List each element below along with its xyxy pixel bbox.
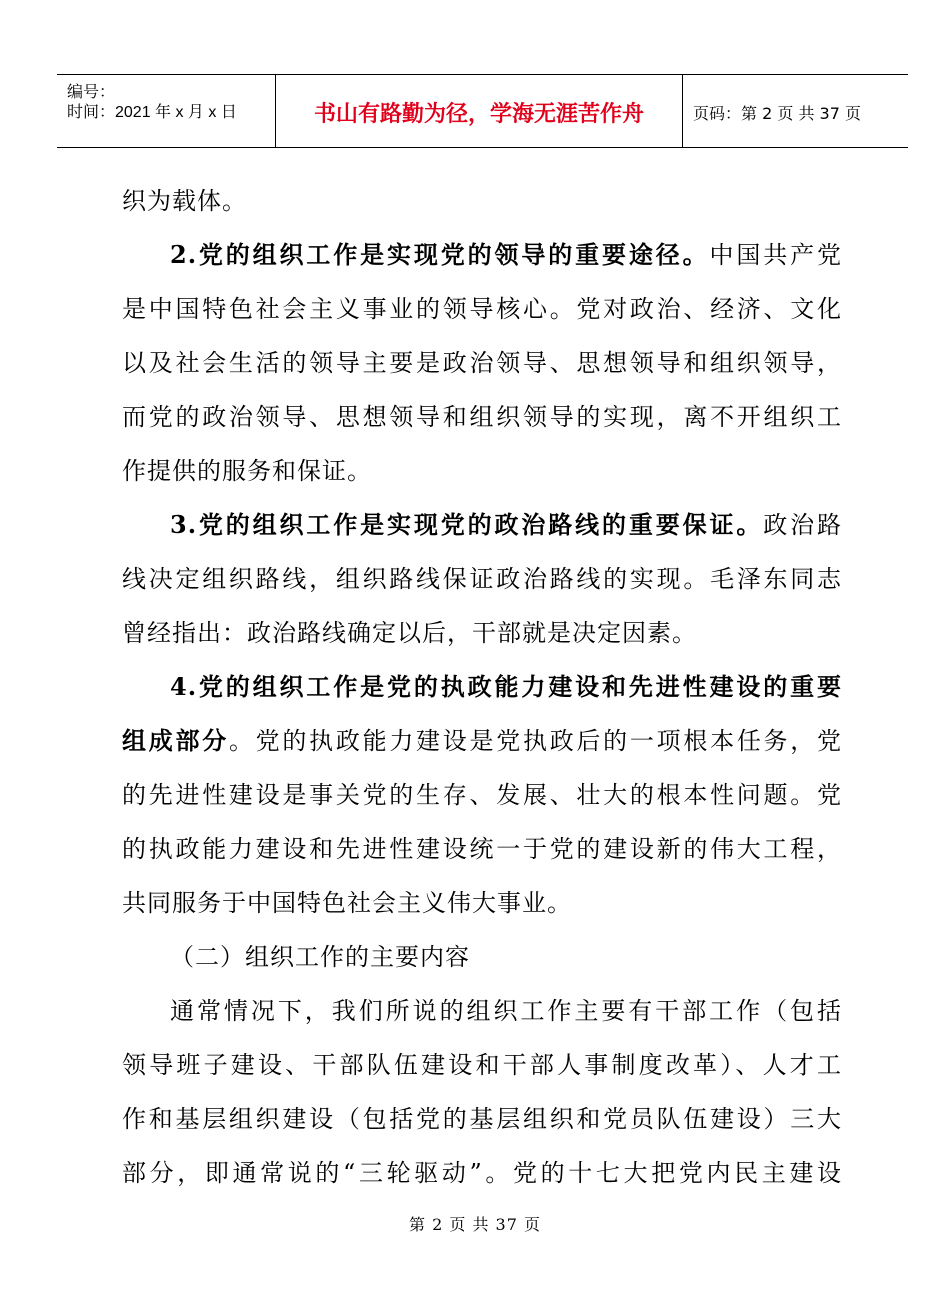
bold-heading: 4.党的组织工作是党的执政能力建设和先进性建设的重要: [170, 672, 842, 701]
page-footer: 第 2 页 共 37 页: [409, 1215, 541, 1234]
paragraph-line: 以及社会生活的领导主要是政治领导、思想领导和组织领导，: [122, 349, 842, 377]
paragraph-line: 织为载体。: [122, 187, 247, 215]
paragraph-line: 的先进性建设是事关党的生存、发展、壮大的根本性问题。党: [122, 781, 842, 809]
paragraph-line: 是中国特色社会主义事业的领导核心。党对政治、经济、文化: [122, 295, 842, 323]
paragraph-line: 领导班子建设、干部队伍建设和干部人事制度改革）、人才工: [122, 1051, 842, 1079]
document-body: [122, 181, 842, 1207]
document-time-label: 时间：2021 年 x 月 x 日: [67, 104, 237, 121]
paragraph-text: 政治路: [763, 511, 842, 539]
header-motto: 书山有路勤为径，学海无涯苦作舟: [313, 102, 644, 127]
paragraph-line: 部分，即通常说的“三轮驱动”。党的十七大把党内民主建设: [122, 1159, 842, 1187]
header-page-cell: [683, 75, 908, 147]
paragraph-line: 而党的政治领导、思想领导和组织领导的实现，离不开组织工: [122, 403, 842, 431]
document-header: [57, 74, 908, 148]
document-number-label: 编号：: [67, 84, 116, 101]
bold-heading: 2.党的组织工作是实现党的领导的重要途径。: [170, 240, 710, 269]
paragraph-text: 。党的执政能力建设是党执政后的一项根本任务，党: [228, 727, 843, 755]
paragraph-line: [122, 721, 842, 775]
paragraph-line: [122, 505, 842, 559]
paragraph-line: 曾经指出：政治路线确定以后，干部就是决定因素。: [122, 619, 697, 647]
paragraph-line: 共同服务于中国特色社会主义伟大事业。: [122, 889, 572, 917]
paragraph-line: 通常情况下，我们所说的组织工作主要有干部工作（包括: [170, 997, 842, 1025]
header-info-cell: [57, 75, 276, 147]
header-motto-cell: [276, 75, 683, 147]
paragraph-line: [122, 235, 842, 289]
paragraph-text: 中国共产党: [709, 241, 843, 269]
paragraph-line: 的执政能力建设和先进性建设统一于党的建设新的伟大工程，: [122, 835, 842, 863]
paragraph-line: 作提供的服务和保证。: [122, 457, 372, 485]
paragraph-line: 线决定组织路线，组织路线保证政治路线的实现。毛泽东同志: [122, 565, 842, 593]
bold-heading: 组成部分: [122, 726, 229, 755]
section-heading: （二）组织工作的主要内容: [170, 943, 470, 971]
header-page-label: 页码：第 2 页 共 37 页: [693, 104, 861, 123]
paragraph-line: 作和基层组织建设（包括党的基层组织和党员队伍建设）三大: [122, 1105, 842, 1133]
bold-heading: 3.党的组织工作是实现党的政治路线的重要保证。: [170, 510, 764, 539]
